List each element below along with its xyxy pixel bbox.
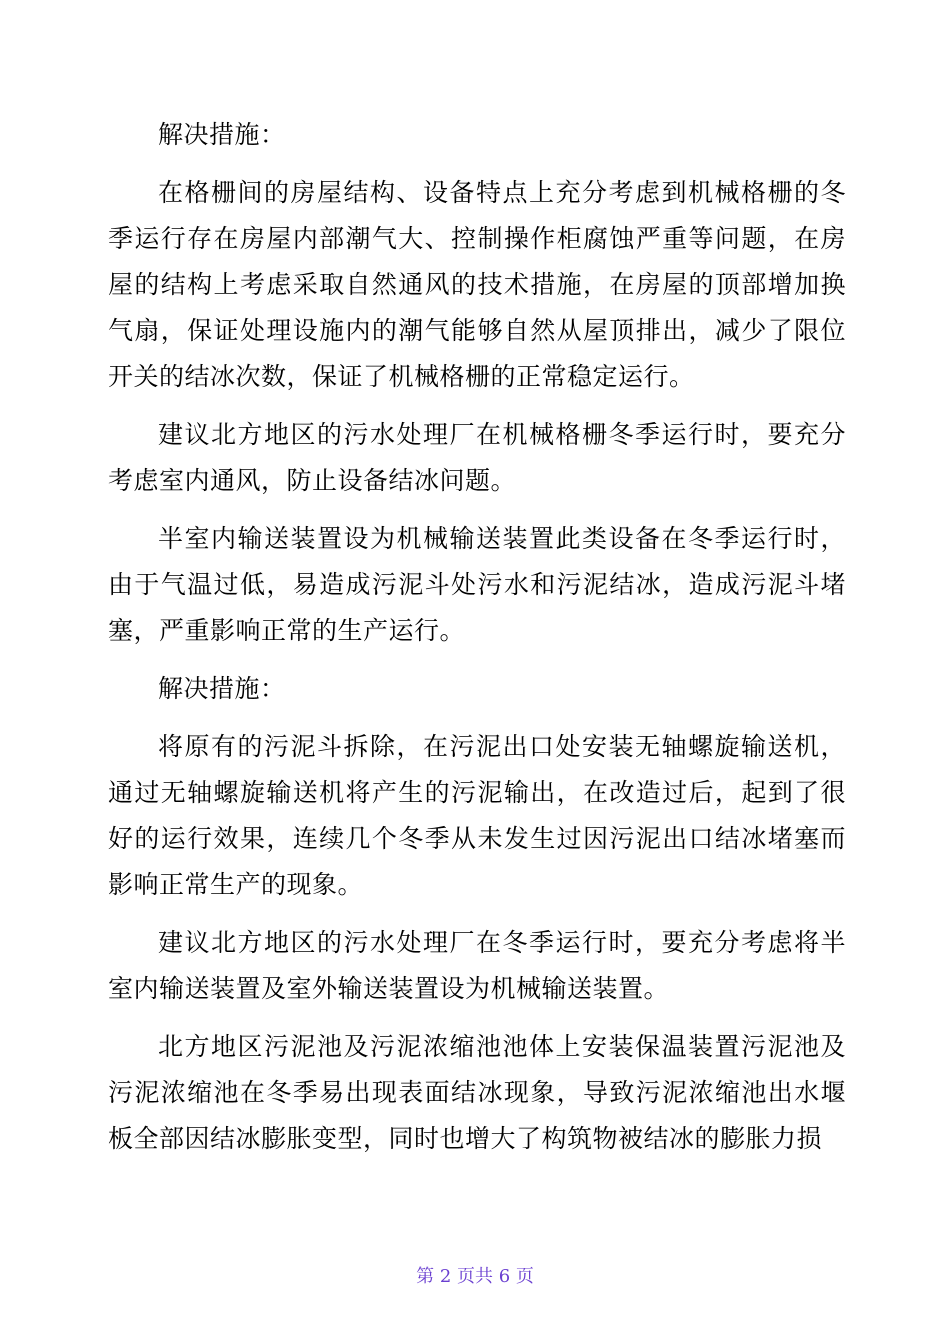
paragraph-grille-room-ventilation: 在格栅间的房屋结构、设备特点上充分考虑到机械格栅的冬季运行存在房屋内部潮气大、控制操作柜腐蚀严重等问题，在房屋的结构上考虑采取自然通风的技术措施，在房屋的顶部增加换气扇，保证处理设施内的潮气能够自然从屋顶排出，减少了限位开关的结冰次数，保证了机械格栅的正常稳定运行。 [108, 178, 846, 391]
paragraph-solution-heading-2: 解决措施： [158, 674, 286, 703]
paragraph-grille-recommendation: 建议北方地区的污水处理厂在机械格栅冬季运行时，要充分考虑室内通风，防止设备结冰问题。 [108, 420, 846, 495]
paragraph-screw-conveyor-solution: 将原有的污泥斗拆除，在污泥出口处安装无轴螺旋输送机，通过无轴螺旋输送机将产生的污泥输出，在改造过后，起到了很好的运行效果，连续几个冬季从未发生过因污泥出口结冰堵塞而影响正常生产的现象。 [108, 732, 846, 899]
paragraph-sludge-tank-insulation: 北方地区污泥池及污泥浓缩池池体上安装保温装置污泥池及污泥浓缩池在冬季易出现表面结冰现象，导致污泥浓缩池出水堰板全部因结冰膨胀变型，同时也增大了构筑物被结冰的膨胀力损 [108, 1032, 846, 1153]
page-number-footer: 第 2 页共 6 页 [416, 1266, 534, 1287]
paragraph-conveyor-recommendation: 建议北方地区的污水处理厂在冬季运行时，要充分考虑将半室内输送装置及室外输送装置设为机械输送装置。 [108, 928, 846, 1003]
paragraph-solution-heading-1: 解决措施： [158, 120, 286, 149]
paragraph-conveyor-problem: 半室内输送装置设为机械输送装置此类设备在冬季运行时，由于气温过低，易造成污泥斗处污水和污泥结冰，造成污泥斗堵塞，严重影响正常的生产运行。 [108, 524, 846, 645]
document-body [108, 112, 846, 1174]
